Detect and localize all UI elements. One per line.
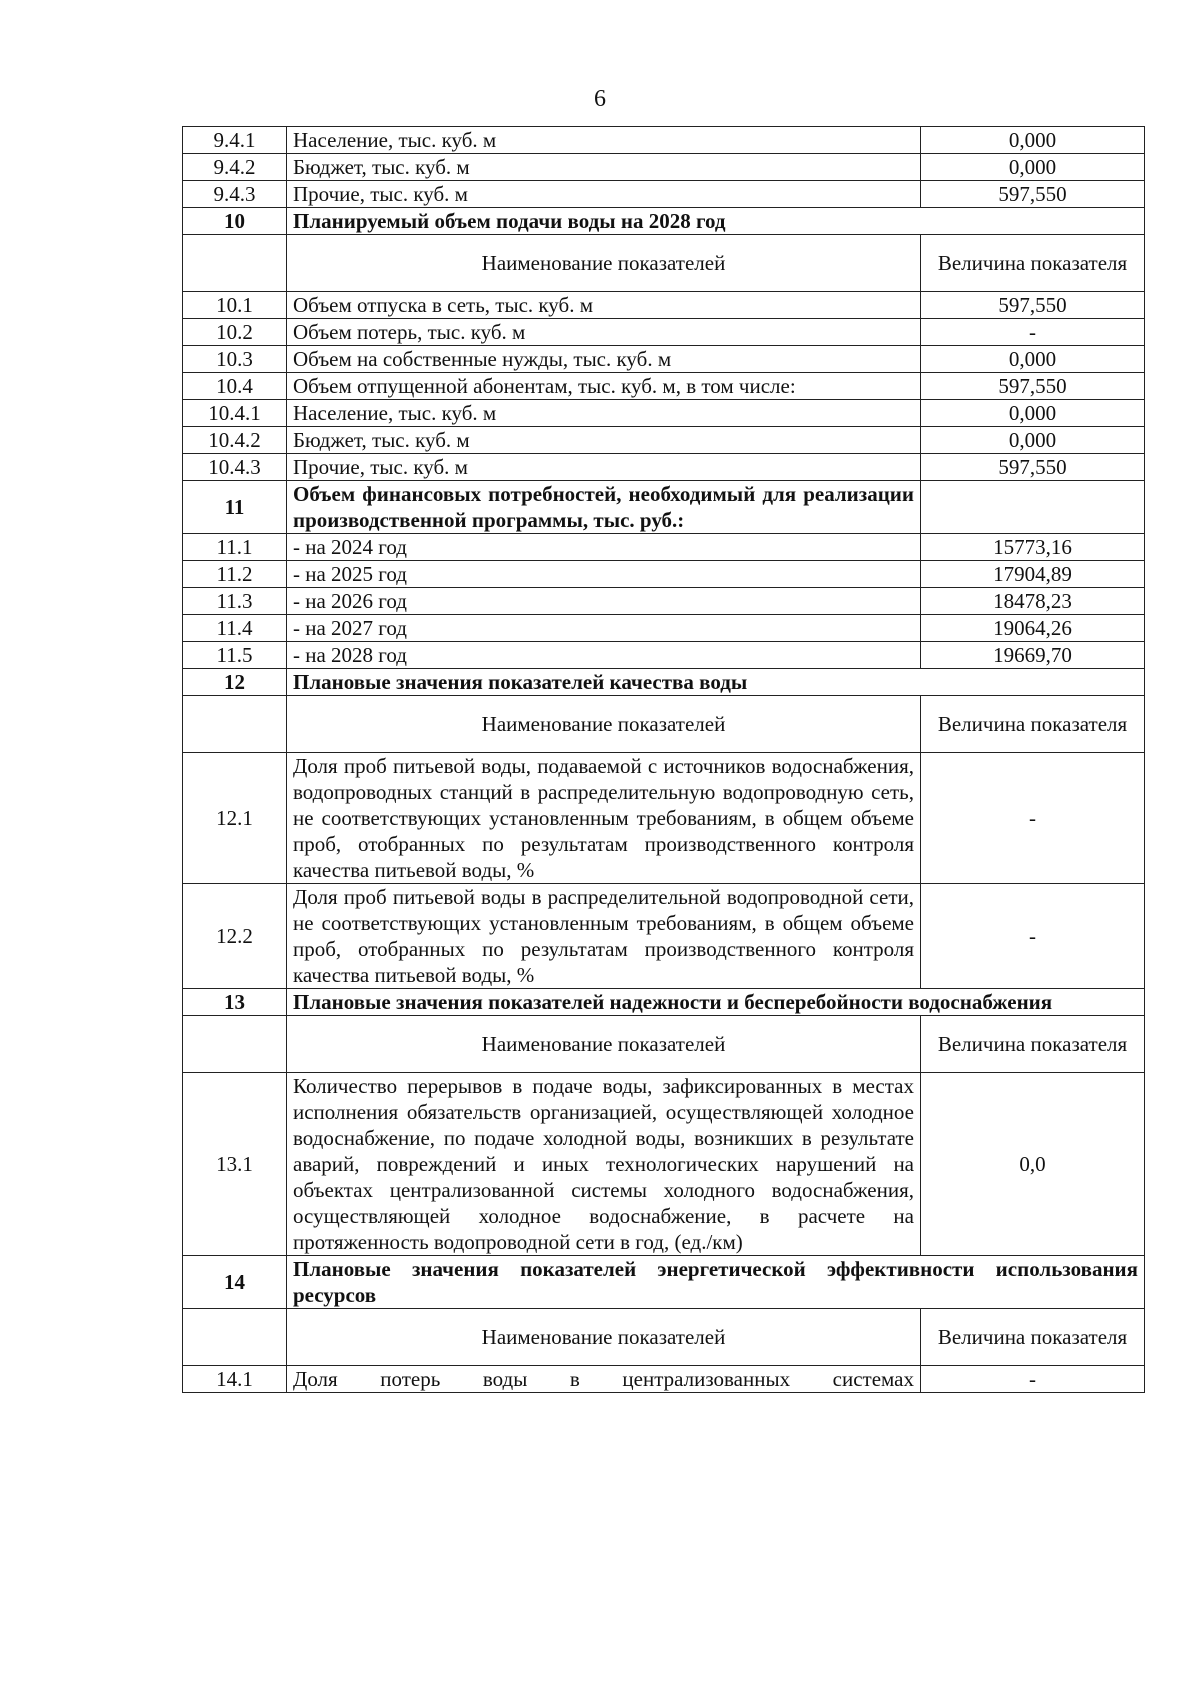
row-label: Объем отпуска в сеть, тыс. куб. м xyxy=(287,292,921,319)
row-number: 11.3 xyxy=(183,588,287,615)
section-number: 14 xyxy=(183,1256,287,1309)
row-value: 18478,23 xyxy=(921,588,1145,615)
section-number: 10 xyxy=(183,208,287,235)
section-row xyxy=(183,989,1145,1016)
table-row xyxy=(183,373,1145,400)
row-value: 17904,89 xyxy=(921,561,1145,588)
section-row xyxy=(183,481,1145,534)
page-number: 6 xyxy=(594,86,606,112)
row-number: 11.5 xyxy=(183,642,287,669)
row-value: 597,550 xyxy=(921,373,1145,400)
row-label: Доля проб питьевой воды в распределительной водопроводной сети, не соответствующих установленным требованиям, в общем объеме проб, отобранных по результатам производственного контроля качества питьевой воды, % xyxy=(287,884,921,989)
row-value: 0,000 xyxy=(921,400,1145,427)
row-value: - xyxy=(921,753,1145,884)
row-number: 10.2 xyxy=(183,319,287,346)
row-label: - на 2024 год xyxy=(287,534,921,561)
row-label: - на 2025 год xyxy=(287,561,921,588)
section-number: 13 xyxy=(183,989,287,1016)
header-value: Величина показателя xyxy=(921,696,1145,753)
section-title: Плановые значения показателей надежности и бесперебойности водоснабжения xyxy=(287,989,1145,1016)
header-name: Наименование показателей xyxy=(287,1309,921,1366)
row-number: 10.4 xyxy=(183,373,287,400)
row-number: 12.1 xyxy=(183,753,287,884)
row-number: 9.4.2 xyxy=(183,154,287,181)
row-value: 597,550 xyxy=(921,292,1145,319)
row-value: 0,000 xyxy=(921,427,1145,454)
row-number: 9.4.1 xyxy=(183,127,287,154)
table-row xyxy=(183,292,1145,319)
row-number: 11.1 xyxy=(183,534,287,561)
row-label: Бюджет, тыс. куб. м xyxy=(287,154,921,181)
row-value: 0,000 xyxy=(921,154,1145,181)
table-row xyxy=(183,588,1145,615)
row-value: - xyxy=(921,319,1145,346)
table-row xyxy=(183,181,1145,208)
table-row xyxy=(183,346,1145,373)
row-label: Количество перерывов в подаче воды, зафиксированных в местах исполнения обязательств организацией, осуществляющей холодное водоснабжение, по подаче холодной воды, возникших в результате аварий, повреждений и иных технологических нарушений на объектах централизованной системы холодного водоснабжения, осуществляющей холодное водоснабжение, в расчете на протяженность водопроводной сети в год, (ед./км) xyxy=(287,1073,921,1256)
row-label: Прочие, тыс. куб. м xyxy=(287,454,921,481)
row-number: 10.4.3 xyxy=(183,454,287,481)
row-number: 14.1 xyxy=(183,1366,287,1393)
header-row xyxy=(183,1309,1145,1366)
section-title: Планируемый объем подачи воды на 2028 год xyxy=(287,208,1145,235)
row-number: 11.2 xyxy=(183,561,287,588)
header-name: Наименование показателей xyxy=(287,1016,921,1073)
table-row xyxy=(183,534,1145,561)
row-number: 13.1 xyxy=(183,1073,287,1256)
table-row xyxy=(183,884,1145,989)
table-row xyxy=(183,319,1145,346)
header-value: Величина показателя xyxy=(921,1309,1145,1366)
table-row xyxy=(183,642,1145,669)
row-number: 9.4.3 xyxy=(183,181,287,208)
row-label: - на 2026 год xyxy=(287,588,921,615)
row-value: 19669,70 xyxy=(921,642,1145,669)
row-value: - xyxy=(921,1366,1145,1393)
row-label: - на 2027 год xyxy=(287,615,921,642)
row-label: - на 2028 год xyxy=(287,642,921,669)
table-row xyxy=(183,127,1145,154)
table-row xyxy=(183,400,1145,427)
header-name: Наименование показателей xyxy=(287,696,921,753)
row-number: 12.2 xyxy=(183,884,287,989)
header-row xyxy=(183,235,1145,292)
header-name: Наименование показателей xyxy=(287,235,921,292)
indicators-table xyxy=(182,126,1145,1393)
row-label: Бюджет, тыс. куб. м xyxy=(287,427,921,454)
row-label: Объем отпущенной абонентам, тыс. куб. м, в том числе: xyxy=(287,373,921,400)
row-value: 0,000 xyxy=(921,127,1145,154)
row-number: 11.4 xyxy=(183,615,287,642)
table-row xyxy=(183,561,1145,588)
row-label: Объем на собственные нужды, тыс. куб. м xyxy=(287,346,921,373)
row-number: 10.4.1 xyxy=(183,400,287,427)
table-row xyxy=(183,427,1145,454)
table-row xyxy=(183,753,1145,884)
row-label: Объем потерь, тыс. куб. м xyxy=(287,319,921,346)
row-number: 10.3 xyxy=(183,346,287,373)
table-row xyxy=(183,1366,1145,1393)
row-number: 10.1 xyxy=(183,292,287,319)
row-label: Население, тыс. куб. м xyxy=(287,400,921,427)
section-row xyxy=(183,1256,1145,1309)
header-value: Величина показателя xyxy=(921,1016,1145,1073)
row-value: 0,0 xyxy=(921,1073,1145,1256)
section-row xyxy=(183,208,1145,235)
table-row xyxy=(183,1073,1145,1256)
row-label: Население, тыс. куб. м xyxy=(287,127,921,154)
table-row xyxy=(183,615,1145,642)
row-label: Доля проб питьевой воды, подаваемой с источников водоснабжения, водопроводных станций в распределительную водопроводную сеть, не соответствующих установленным требованиям, в общем объеме проб, отобранных по результатам производственного контроля качества питьевой воды, % xyxy=(287,753,921,884)
row-value: 15773,16 xyxy=(921,534,1145,561)
header-value: Величина показателя xyxy=(921,235,1145,292)
row-label: Прочие, тыс. куб. м xyxy=(287,181,921,208)
section-title: Плановые значения показателей качества воды xyxy=(287,669,1145,696)
section-number: 11 xyxy=(183,481,287,534)
table-row xyxy=(183,454,1145,481)
section-number: 12 xyxy=(183,669,287,696)
row-value: - xyxy=(921,884,1145,989)
row-value: 19064,26 xyxy=(921,615,1145,642)
section-title: Объем финансовых потребностей, необходимый для реализации производственной программы, тыс. руб.: xyxy=(287,481,921,534)
row-value: 597,550 xyxy=(921,454,1145,481)
table-row xyxy=(183,154,1145,181)
row-value: 597,550 xyxy=(921,181,1145,208)
row-value: 0,000 xyxy=(921,346,1145,373)
row-number: 10.4.2 xyxy=(183,427,287,454)
header-row xyxy=(183,696,1145,753)
section-title: Плановые значения показателей энергетической эффективности использования ресурсов xyxy=(287,1256,1145,1309)
header-row xyxy=(183,1016,1145,1073)
section-row xyxy=(183,669,1145,696)
row-label: Доля потерь воды в централизованных системах xyxy=(287,1366,921,1393)
